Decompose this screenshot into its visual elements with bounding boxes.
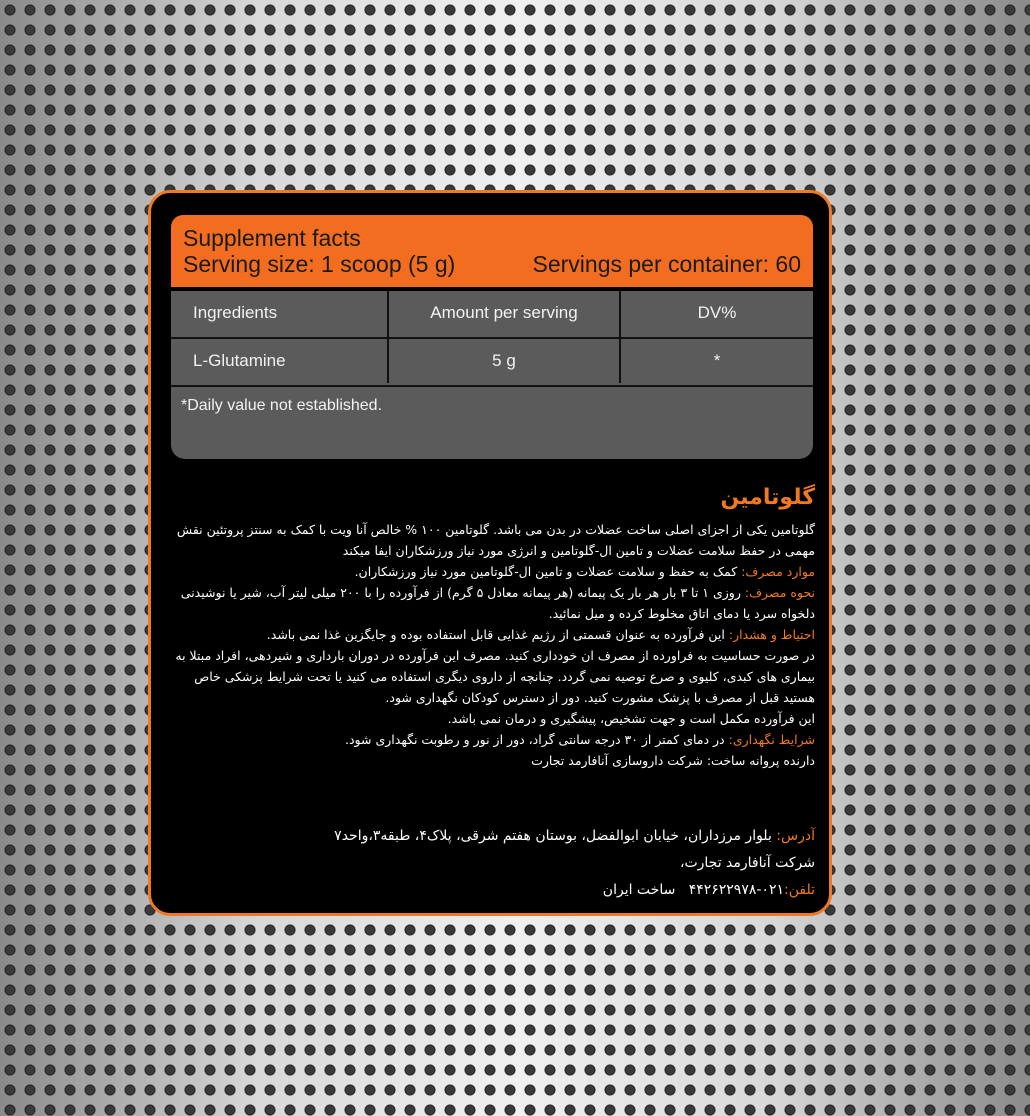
- supplement-facts-title: Supplement facts: [183, 225, 361, 251]
- header-ingredients: Ingredients: [193, 303, 278, 322]
- table-divider: [171, 385, 813, 387]
- column-divider: [619, 291, 621, 383]
- ingredient-dv: *: [713, 351, 721, 370]
- made-in-iran: ساخت ایران: [602, 882, 676, 898]
- dosage-label: نحوه مصرف:: [744, 585, 815, 600]
- company-name: شرکت آنافارمد تجارت،: [679, 855, 815, 871]
- table-row: [171, 339, 813, 383]
- header-dv: DV%: [697, 303, 737, 322]
- caution-line: [165, 624, 815, 645]
- storage-line: [165, 729, 815, 750]
- storage-text: در دمای کمتر از ۳۰ درجه سانتی گراد، دور از نور و رطوبت نگهداری شود.: [345, 732, 725, 747]
- uses-text: کمک به حفظ و سلامت عضلات و تامین ال-گلوتامین مورد نیاز ورزشکاران.: [354, 564, 738, 579]
- caution-details: در صورت حساسیت به فراورده از مصرف ان خودداری کنید. مصرف این فرآورده در دوران بارداری و شیردهی، افراد مبتلا به بیماری های کبدی، کلیوی و صرع توصیه نمی گردد. چنانچه از داروی دیگری استفاده می کنید یا تحت شرایط پزشکی خاص هستید قبل از مصرف با پزشک مشورت کنید. دور از دسترس کودکان نگهداری شود.: [175, 648, 815, 705]
- address-label: آدرس:: [776, 828, 815, 844]
- product-description-body: [165, 519, 815, 771]
- supplement-facts-table: [171, 291, 813, 459]
- ingredient-amount: 5 g: [492, 351, 516, 370]
- header-amount: Amount per serving: [430, 303, 578, 322]
- column-divider: [387, 291, 389, 383]
- address-text: بلوار مرزداران، خیابان ابوالفضل، بوستان هفتم شرقی، پلاک۴، طبقه۳،واحد۷: [334, 828, 772, 844]
- caution-label: احتیاط و هشدار:: [728, 627, 815, 642]
- contact-info: [165, 823, 815, 904]
- phone-number: ۰۲۱-۴۴۲۶۲۲۹۷۸: [688, 882, 784, 898]
- dosage-line: [165, 582, 815, 624]
- uses-label: موارد مصرف:: [741, 564, 815, 579]
- product-title-persian: گلوتامین: [720, 485, 815, 510]
- servings-per-container: Servings per container: 60: [532, 251, 801, 277]
- ingredient-name: L-Glutamine: [193, 351, 286, 370]
- caution-supplement-note: این فرآورده مکمل است و جهت تشخیص، پیشگیری و درمان نمی باشد.: [447, 711, 815, 726]
- supplement-label-card: [148, 190, 832, 916]
- phone-label: تلفن:: [784, 882, 815, 898]
- serving-size: Serving size: 1 scoop (5 g): [183, 251, 456, 277]
- caution-text: این فرآورده به عنوان قسمتی از رژیم غذایی قابل استفاده بوده و جایگزین غذا نمی باشد.: [266, 627, 725, 642]
- address-line: [165, 823, 815, 850]
- intro-text: گلوتامین یکی از اجزای اصلی ساخت عضلات در بدن می باشد. گلوتامین ۱۰۰ % خالص آنا ویت با کمک به سنتز پروتئین نقش مهمی در حفظ سلامت عضلات و تامین ال-گلوتامین و انرژی مورد نیاز ورزشکاران ایفا میکند: [176, 522, 815, 558]
- table-header-row: [171, 291, 813, 335]
- uses-line: [165, 561, 815, 582]
- daily-value-footnote: *Daily value not established.: [181, 397, 383, 414]
- supplement-facts-header: [171, 215, 813, 287]
- storage-label: شرایط نگهداری:: [728, 732, 815, 747]
- dosage-text: روزی ۱ تا ۳ بار هر بار یک پیمانه (هر پیمانه معادل ۵ گرم) از فرآورده را با ۲۰۰ میلی لیتر آب، شیر یا نوشیدنی دلخواه سرد یا دمای اتاق مخلوط کرده و میل نمائید.: [180, 585, 815, 621]
- phone-line: [165, 877, 815, 904]
- license-holder: دارنده پروانه ساخت: شرکت داروسازی آنافارمد تجارت: [531, 753, 815, 768]
